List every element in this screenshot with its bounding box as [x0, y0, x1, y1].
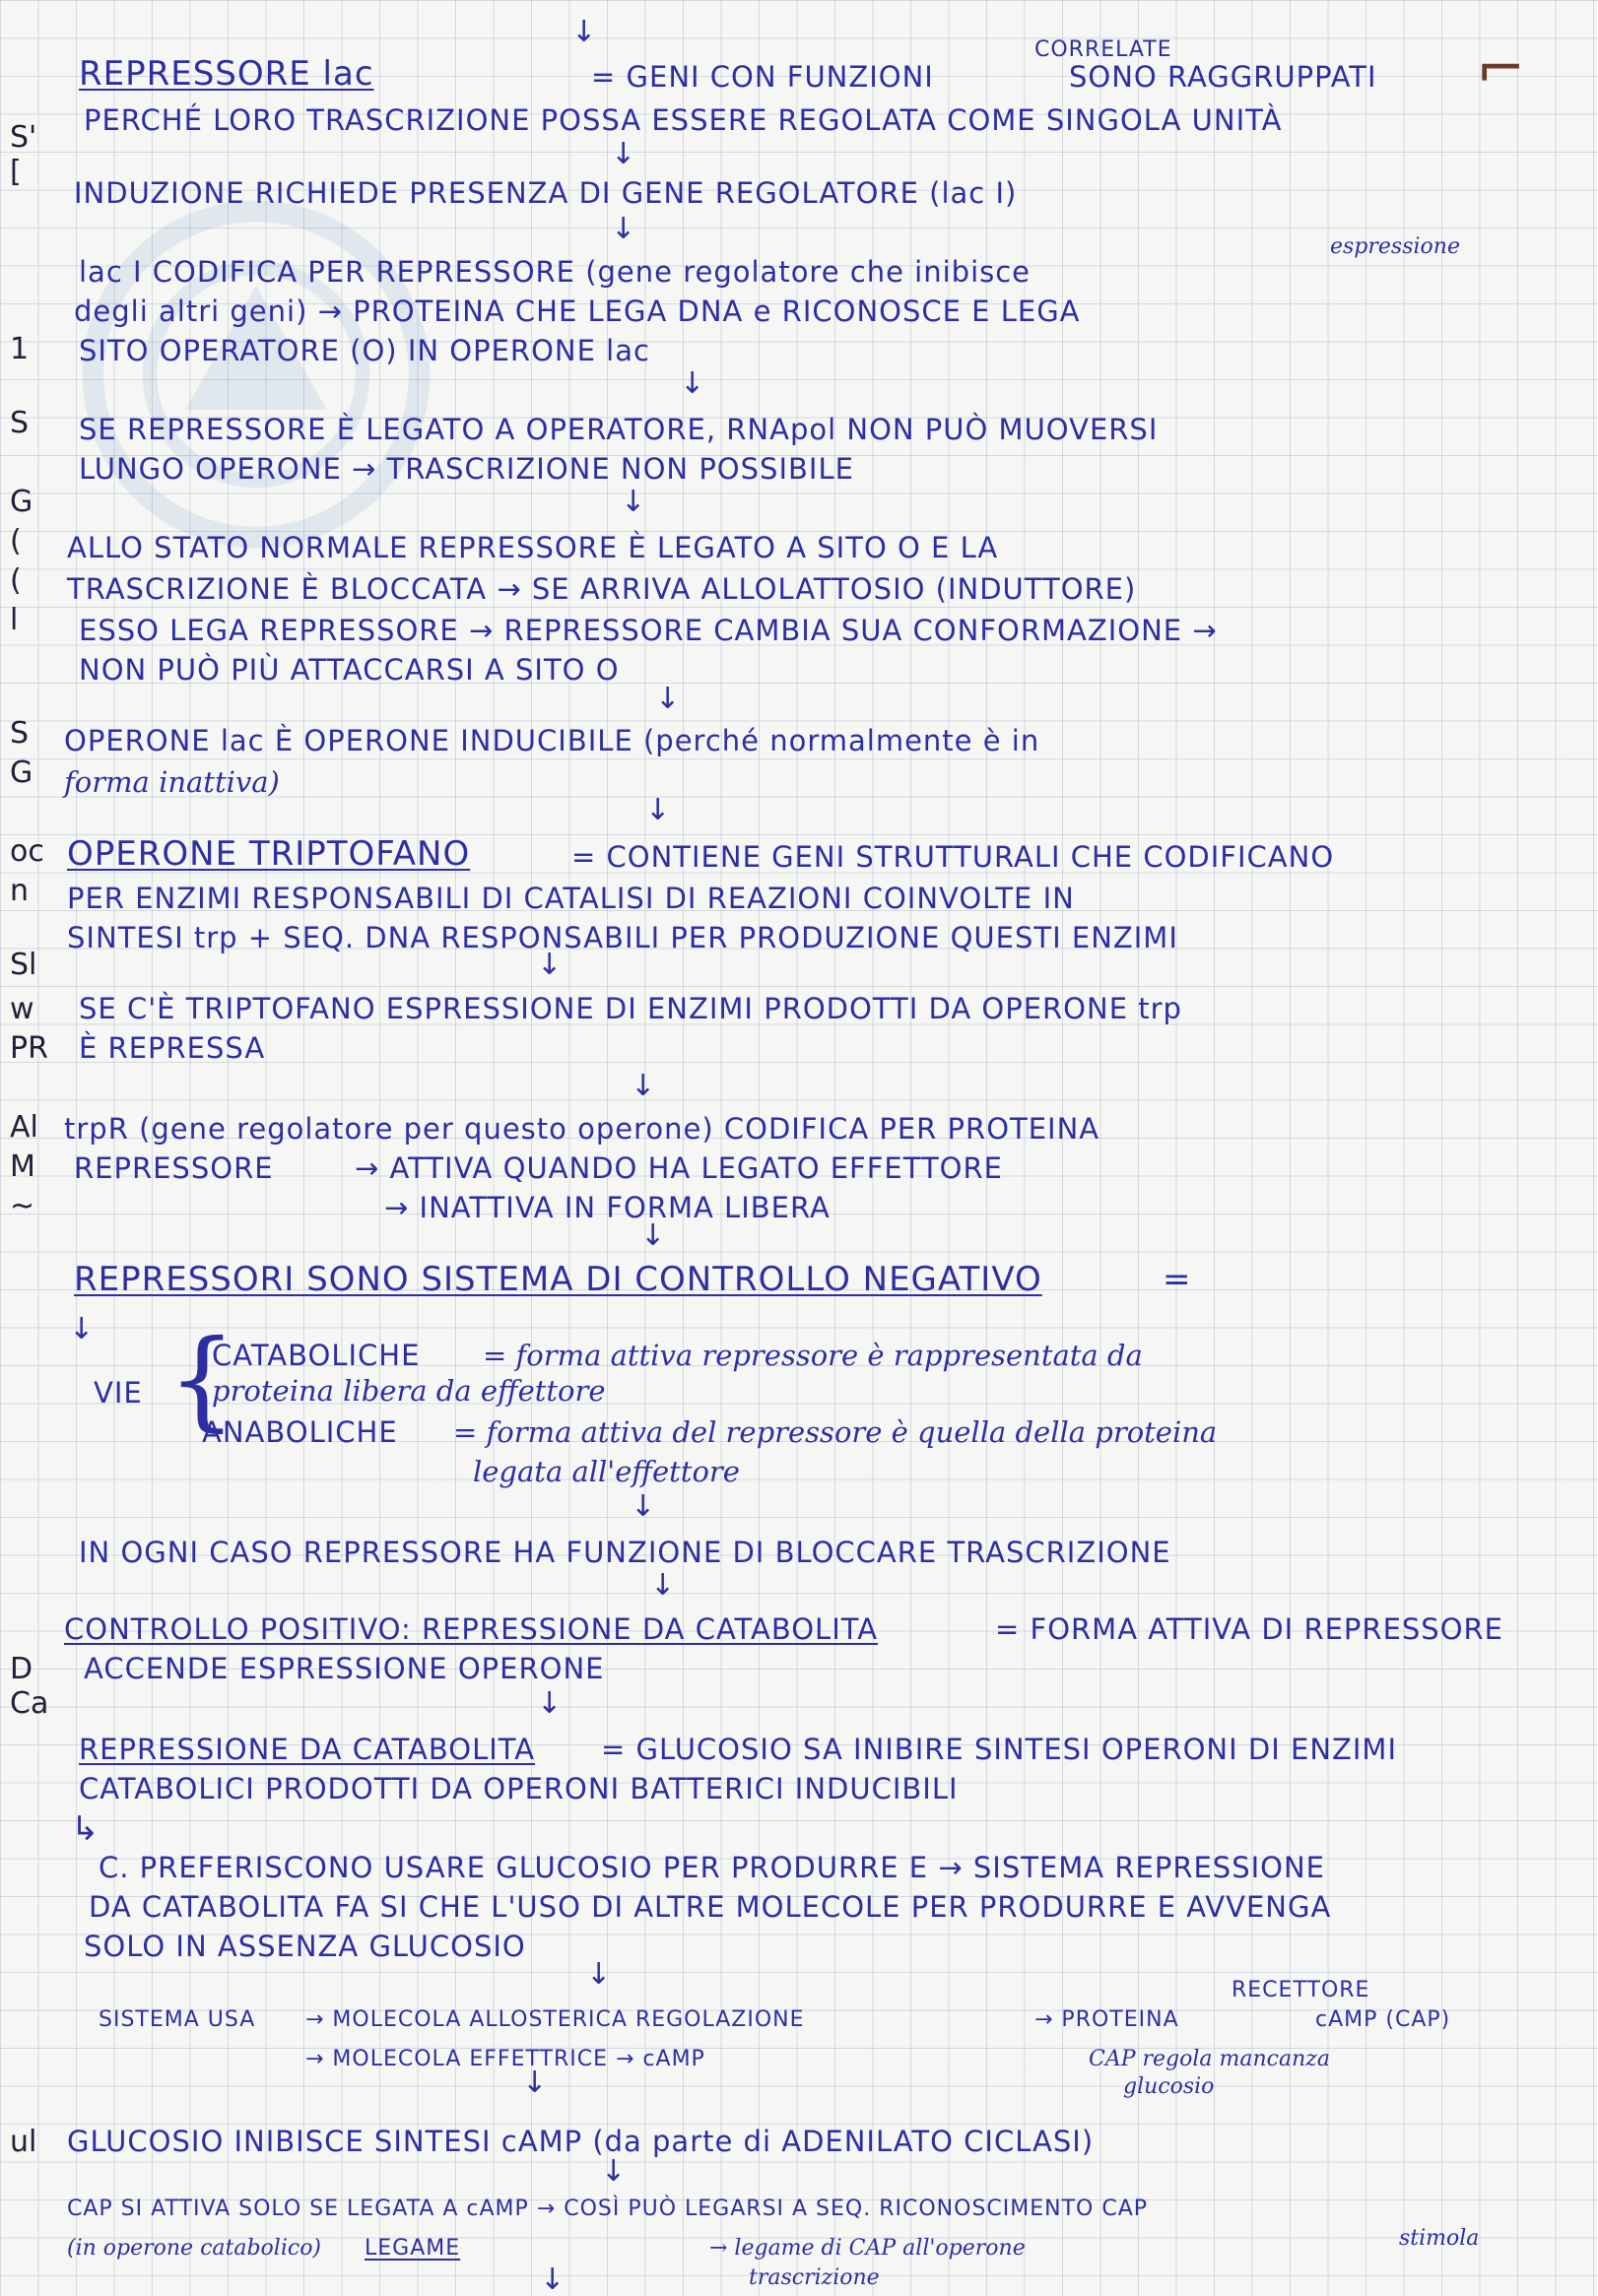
- note-text: → INATTIVA IN FORMA LIBERA: [384, 1191, 831, 1224]
- flow-arrow: ↓: [611, 212, 636, 246]
- margin-mark: ~: [10, 1189, 35, 1223]
- margin-mark: S: [10, 406, 30, 440]
- note-text: = GLUCOSIO SA INIBIRE SINTESI OPERONI DI ENZIMI: [601, 1733, 1398, 1766]
- note-text: degli altri geni) → PROTEINA CHE LEGA DNA e RICONOSCE E LEGA: [74, 295, 1081, 328]
- note-text: C. PREFERISCONO USARE GLUCOSIO PER PRODURRE E → SISTEMA REPRESSIONE: [99, 1851, 1325, 1884]
- margin-mark: Al: [10, 1110, 38, 1145]
- note-text: IN OGNI CASO REPRESSORE HA FUNZIONE DI BLOCCARE TRASCRIZIONE: [79, 1536, 1171, 1569]
- note-text: → MOLECOLA EFFETTRICE → cAMP: [305, 2047, 705, 2071]
- margin-mark: S': [10, 120, 37, 155]
- note-text: CATABOLICI PRODOTTI DA OPERONI BATTERICI INDUCIBILI: [79, 1772, 959, 1805]
- note-text: È REPRESSA: [79, 1031, 266, 1065]
- note-text: = forma attiva del repressore è quella della proteina: [453, 1415, 1218, 1449]
- note-text: TRASCRIZIONE È BLOCCATA → SE ARRIVA ALLOLATTOSIO (INDUTTORE): [67, 572, 1137, 606]
- note-text: → MOLECOLA ALLOSTERICA REGOLAZIONE: [305, 2007, 805, 2032]
- margin-mark: M: [10, 1149, 35, 1184]
- flow-arrow: ↓: [69, 1312, 95, 1346]
- note-text: ANABOLICHE: [202, 1415, 398, 1449]
- note-text: REPRESSORE: [74, 1151, 274, 1185]
- note-text: NON PUÒ PIÙ ATTACCARSI A SITO O: [79, 653, 620, 687]
- note-text: PERCHÉ LORO TRASCRIZIONE POSSA ESSERE REGOLATA COME SINGOLA UNITÀ: [84, 103, 1283, 137]
- flow-arrow: ↓: [631, 1489, 656, 1524]
- margin-mark: l: [10, 603, 19, 637]
- margin-mark: w: [10, 992, 34, 1026]
- note-text: = GENI CON FUNZIONI: [591, 60, 934, 94]
- note-text: forma inattiva): [64, 765, 280, 799]
- flow-arrow: ↓: [540, 2263, 566, 2296]
- note-text: =: [1163, 1260, 1192, 1299]
- hook-mark-icon: ⌐: [1476, 34, 1526, 103]
- note-text: → legame di CAP all'operone: [709, 2236, 1026, 2261]
- note-text: proteina libera da effettore: [212, 1374, 606, 1408]
- flow-arrow: ↓: [631, 1069, 656, 1103]
- note-text: CAP SI ATTIVA SOLO SE LEGATA A cAMP → COSÌ PUÒ LEGARSI A SEQ. RICONOSCIMENTO CAP: [67, 2197, 1149, 2221]
- note-text: = CONTIENE GENI STRUTTURALI CHE CODIFICANO: [571, 840, 1335, 874]
- corner-arrow-icon: ↳: [71, 1809, 100, 1849]
- note-text: → ATTIVA QUANDO HA LEGATO EFFETTORE: [355, 1151, 1003, 1185]
- note-text: ACCENDE ESPRESSIONE OPERONE: [84, 1652, 605, 1685]
- margin-mark: G: [10, 485, 33, 519]
- flow-arrow: ↓: [645, 793, 671, 827]
- flow-arrow: ↓: [522, 2066, 548, 2100]
- note-text: SE REPRESSORE È LEGATO A OPERATORE, RNApol NON PUÒ MUOVERSI: [79, 413, 1159, 446]
- note-text: glucosio: [1123, 2074, 1215, 2099]
- note-text: lac I CODIFICA PER REPRESSORE (gene regolatore che inibisce: [79, 255, 1032, 289]
- note-text: (in operone catabolico): [67, 2236, 322, 2261]
- flow-arrow: ↓: [537, 948, 563, 982]
- note-text: SINTESI trp + SEQ. DNA RESPONSABILI PER PRODUZIONE QUESTI ENZIMI: [67, 921, 1178, 954]
- heading-repressori-controllo-negativo: REPRESSORI SONO SISTEMA DI CONTROLLO NEGATIVO: [74, 1260, 1042, 1299]
- flow-arrow: ↓: [611, 137, 636, 171]
- margin-mark: G: [10, 755, 33, 790]
- margin-mark: Sl: [10, 948, 37, 982]
- margin-mark: PR: [10, 1031, 48, 1066]
- margin-mark: [: [10, 155, 22, 189]
- note-text: PER ENZIMI RESPONSABILI DI CATALISI DI REAZIONI COINVOLTE IN: [67, 882, 1075, 915]
- margin-mark: D: [10, 1652, 33, 1686]
- flow-arrow: ↓: [640, 1218, 666, 1253]
- margin-mark: oc: [10, 834, 44, 869]
- margin-mark: (: [10, 563, 22, 598]
- note-text: CAP regola mancanza: [1089, 2047, 1330, 2071]
- note-text: trpR (gene regolatore per questo operone) CODIFICA PER PROTEINA: [64, 1112, 1100, 1146]
- note-insertion: CORRELATE: [1034, 37, 1172, 62]
- flow-arrow: ↓: [621, 485, 646, 519]
- note-text: VIE: [94, 1376, 143, 1410]
- flow-arrow: ↓: [655, 682, 681, 716]
- note-text: CATABOLICHE: [212, 1339, 421, 1372]
- note-text: = forma attiva repressore è rappresentata da: [483, 1339, 1143, 1372]
- flow-arrow: ↓: [680, 366, 705, 401]
- margin-mark: ul: [10, 2125, 37, 2159]
- heading-repressore-lac: REPRESSORE lac: [79, 54, 374, 94]
- heading-controllo-positivo: CONTROLLO POSITIVO: REPRESSIONE DA CATABOLITA: [64, 1612, 879, 1646]
- note-text: OPERONE lac È OPERONE INDUCIBILE (perché normalmente è in: [64, 724, 1040, 757]
- margin-mark: 1: [10, 332, 30, 366]
- note-insertion: espressione: [1330, 234, 1460, 259]
- note-text: LEGAME: [365, 2236, 461, 2261]
- flow-arrow: ↓: [571, 15, 597, 49]
- note-text: stimola: [1399, 2226, 1480, 2251]
- note-text: LUNGO OPERONE → TRASCRIZIONE NON POSSIBILE: [79, 452, 854, 486]
- heading-repressione-da-catabolita: REPRESSIONE DA CATABOLITA: [79, 1733, 536, 1766]
- note-insertion: RECETTORE: [1232, 1978, 1370, 2002]
- note-text: SISTEMA USA: [99, 2007, 256, 2032]
- flow-arrow: ↓: [650, 1568, 676, 1603]
- margin-mark: n: [10, 874, 30, 908]
- note-text: SONO RAGGRUPPATI: [1069, 60, 1377, 94]
- note-text: SOLO IN ASSENZA GLUCOSIO: [84, 1930, 526, 1963]
- note-text: cAMP (CAP): [1315, 2007, 1451, 2032]
- margin-mark: S: [10, 716, 30, 751]
- margin-mark: Ca: [10, 1686, 49, 1721]
- note-text: legata all'effettore: [473, 1455, 740, 1488]
- flow-arrow: ↓: [537, 1686, 563, 1721]
- note-text: SITO OPERATORE (O) IN OPERONE lac: [79, 334, 650, 367]
- note-text: ESSO LEGA REPRESSORE → REPRESSORE CAMBIA SUA CONFORMAZIONE →: [79, 614, 1218, 647]
- flow-arrow: ↓: [601, 2154, 627, 2189]
- note-text: = FORMA ATTIVA DI REPRESSORE: [995, 1612, 1504, 1646]
- margin-mark: (: [10, 524, 22, 558]
- note-text: GLUCOSIO INIBISCE SINTESI cAMP (da parte di ADENILATO CICLASI): [67, 2125, 1095, 2158]
- note-text: ALLO STATO NORMALE REPRESSORE È LEGATO A SITO O E LA: [67, 531, 999, 564]
- note-text: trascrizione: [749, 2265, 880, 2290]
- note-text: DA CATABOLITA FA SI CHE L'USO DI ALTRE MOLECOLE PER PRODURRE E AVVENGA: [89, 1890, 1332, 1924]
- heading-operone-triptofano: OPERONE TRIPTOFANO: [67, 834, 471, 874]
- flow-arrow: ↓: [586, 1957, 612, 1992]
- school-crest-watermark-icon: [79, 197, 433, 552]
- brace-icon: {: [167, 1316, 236, 1442]
- note-text: SE C'È TRIPTOFANO ESPRESSIONE DI ENZIMI PRODOTTI DA OPERONE trp: [79, 992, 1182, 1025]
- note-text: INDUZIONE RICHIEDE PRESENZA DI GENE REGOLATORE (lac I): [74, 176, 1018, 210]
- note-text: → PROTEINA: [1034, 2007, 1179, 2032]
